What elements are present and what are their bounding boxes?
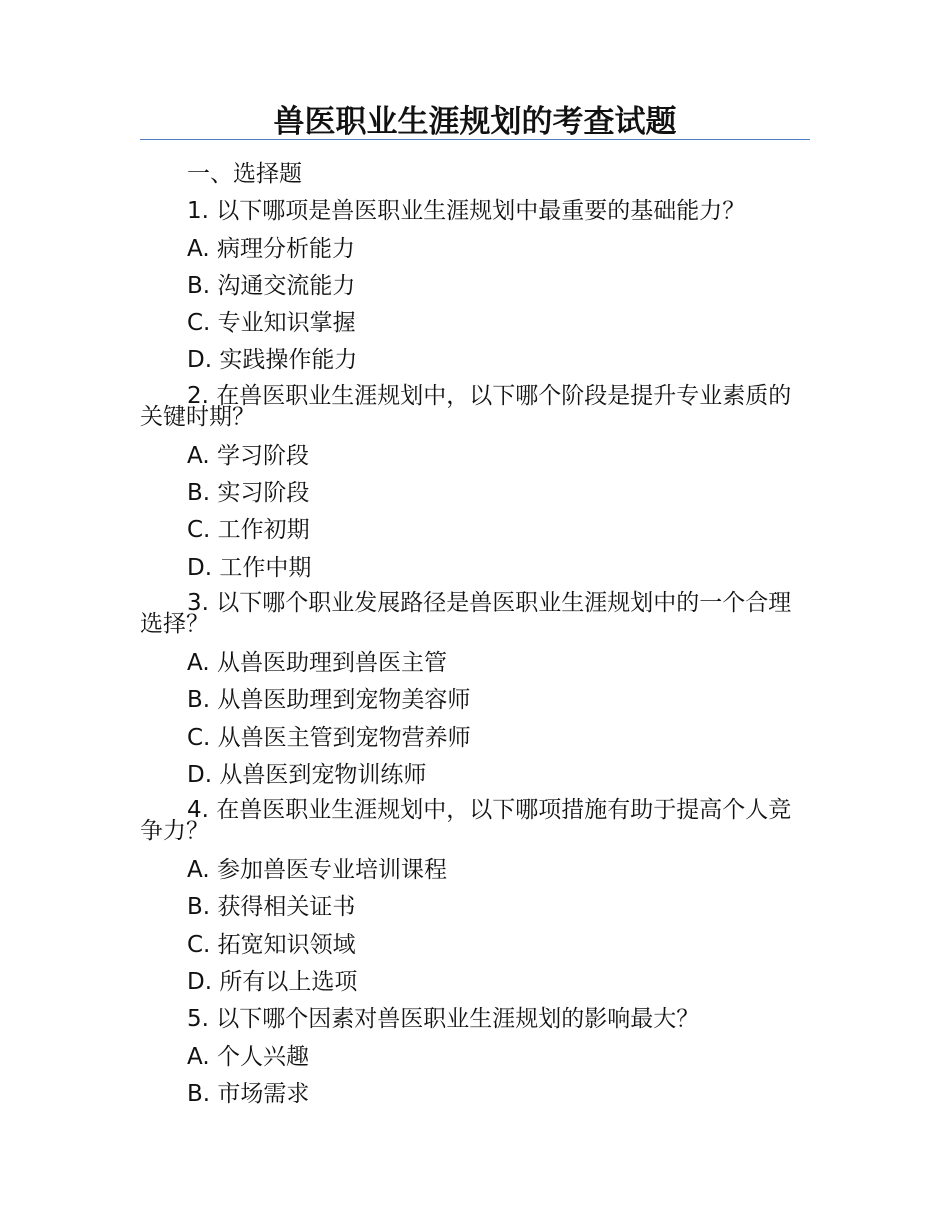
answer-option: A. 个人兴趣 <box>187 1043 309 1070</box>
answer-option: B. 实习阶段 <box>187 480 310 507</box>
question-stem: 3. 以下哪个职业发展路径是兽医职业生涯规划中的一个合理选择？ <box>140 589 792 637</box>
answer-option: C. 工作初期 <box>187 517 310 544</box>
title-underline <box>140 139 810 140</box>
answer-option: A. 病理分析能力 <box>187 235 355 262</box>
question-stem: 5. 以下哪个因素对兽医职业生涯规划的影响最大？ <box>187 1006 700 1033</box>
document-title: 兽医职业生涯规划的考查试题 <box>273 104 677 140</box>
question-stem: 1. 以下哪项是兽医职业生涯规划中最重要的基础能力？ <box>187 198 746 225</box>
answer-option: B. 沟通交流能力 <box>187 272 356 299</box>
answer-option: D. 实践操作能力 <box>187 347 358 374</box>
section-heading: 一、选择题 <box>187 161 302 187</box>
question-stem: 2. 在兽医职业生涯规划中，以下哪个阶段是提升专业素质的关键时期？ <box>140 382 792 430</box>
document-body <box>140 156 810 1113</box>
answer-option: D. 工作中期 <box>187 554 312 581</box>
answer-option: B. 从兽医助理到宠物美容师 <box>187 687 471 714</box>
answer-option: A. 参加兽医专业培训课程 <box>187 857 447 884</box>
answer-option: B. 获得相关证书 <box>187 894 356 921</box>
question-stem: 4. 在兽医职业生涯规划中，以下哪项措施有助于提高个人竞争力？ <box>140 797 792 845</box>
answer-option: C. 从兽医主管到宠物营养师 <box>187 724 471 751</box>
answer-option: C. 拓宽知识领域 <box>187 931 356 958</box>
answer-option: D. 所有以上选项 <box>187 969 358 996</box>
answer-option: A. 从兽医助理到兽医主管 <box>187 649 447 676</box>
answer-option: C. 专业知识掌握 <box>187 310 356 337</box>
answer-option: D. 从兽医到宠物训练师 <box>187 761 427 788</box>
answer-option: B. 市场需求 <box>187 1080 310 1107</box>
answer-option: A. 学习阶段 <box>187 442 309 469</box>
